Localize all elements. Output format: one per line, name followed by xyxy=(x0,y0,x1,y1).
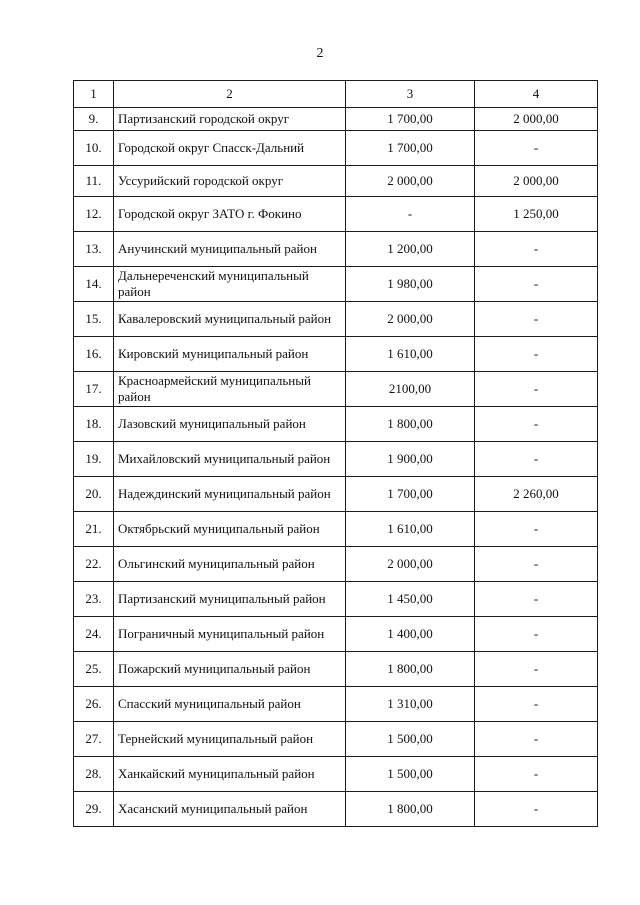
value-col-4: 2 000,00 xyxy=(475,166,598,197)
municipality-name: Ханкайский муниципальный район xyxy=(114,757,346,792)
page-number: 2 xyxy=(316,46,324,61)
row-number: 16. xyxy=(74,337,114,372)
table-row xyxy=(74,407,598,442)
municipality-name: Кавалеровский муниципальный район xyxy=(114,302,346,337)
value-col-3: 1 700,00 xyxy=(346,477,475,512)
value-col-3: 1 500,00 xyxy=(346,722,475,757)
row-number: 26. xyxy=(74,687,114,722)
row-number: 11. xyxy=(74,166,114,197)
table-header-row xyxy=(74,81,598,108)
table-row xyxy=(74,477,598,512)
table-row xyxy=(74,131,598,166)
value-col-3: 1 200,00 xyxy=(346,232,475,267)
table-row xyxy=(74,232,598,267)
value-col-3: 1 800,00 xyxy=(346,652,475,687)
row-number: 17. xyxy=(74,372,114,407)
table-row xyxy=(74,337,598,372)
value-col-3: - xyxy=(346,197,475,232)
row-number: 15. xyxy=(74,302,114,337)
municipality-name: Уссурийский городской округ xyxy=(114,166,346,197)
value-col-4: - xyxy=(475,792,598,827)
value-col-4: - xyxy=(475,582,598,617)
value-col-3: 2 000,00 xyxy=(346,302,475,337)
row-number: 10. xyxy=(74,131,114,166)
municipality-name: Дальнереченский муниципальный район xyxy=(114,267,346,302)
header-cell-3: 3 xyxy=(346,81,475,108)
value-col-3: 1 310,00 xyxy=(346,687,475,722)
municipality-name: Партизанский муниципальный район xyxy=(114,582,346,617)
table-row xyxy=(74,652,598,687)
header-cell-2: 2 xyxy=(114,81,346,108)
value-col-3: 1 400,00 xyxy=(346,617,475,652)
municipality-name: Кировский муниципальный район xyxy=(114,337,346,372)
table-row xyxy=(74,792,598,827)
table-row xyxy=(74,197,598,232)
municipality-name: Анучинский муниципальный район xyxy=(114,232,346,267)
value-col-3: 2 000,00 xyxy=(346,547,475,582)
data-table xyxy=(73,80,598,827)
row-number: 28. xyxy=(74,757,114,792)
table-row xyxy=(74,442,598,477)
row-number: 21. xyxy=(74,512,114,547)
row-number: 19. xyxy=(74,442,114,477)
value-col-4: - xyxy=(475,687,598,722)
value-col-3: 1 980,00 xyxy=(346,267,475,302)
row-number: 27. xyxy=(74,722,114,757)
table-row xyxy=(74,372,598,407)
table-row xyxy=(74,722,598,757)
header-cell-4: 4 xyxy=(475,81,598,108)
municipality-name: Пограничный муниципальный район xyxy=(114,617,346,652)
municipality-name: Пожарский муниципальный район xyxy=(114,652,346,687)
table-row xyxy=(74,267,598,302)
municipality-name: Тернейский муниципальный район xyxy=(114,722,346,757)
value-col-3: 1 610,00 xyxy=(346,512,475,547)
table-row xyxy=(74,757,598,792)
value-col-3: 1 800,00 xyxy=(346,407,475,442)
value-col-3: 1 450,00 xyxy=(346,582,475,617)
value-col-3: 1 900,00 xyxy=(346,442,475,477)
value-col-3: 2 000,00 xyxy=(346,166,475,197)
value-col-3: 1 500,00 xyxy=(346,757,475,792)
value-col-4: - xyxy=(475,267,598,302)
row-number: 29. xyxy=(74,792,114,827)
table-row xyxy=(74,617,598,652)
row-number: 23. xyxy=(74,582,114,617)
value-col-3: 1 610,00 xyxy=(346,337,475,372)
value-col-4: - xyxy=(475,232,598,267)
table-row xyxy=(74,547,598,582)
value-col-4: - xyxy=(475,617,598,652)
value-col-4: - xyxy=(475,547,598,582)
municipality-name: Михайловский муниципальный район xyxy=(114,442,346,477)
value-col-4: - xyxy=(475,131,598,166)
municipality-name: Городской округ ЗАТО г. Фокино xyxy=(114,197,346,232)
value-col-4: 2 000,00 xyxy=(475,108,598,131)
municipality-name: Красноармейский муниципальный район xyxy=(114,372,346,407)
municipality-name: Надеждинский муниципальный район xyxy=(114,477,346,512)
table-body xyxy=(74,81,598,827)
municipality-name: Партизанский городской округ xyxy=(114,108,346,131)
table-row xyxy=(74,687,598,722)
value-col-3: 2100,00 xyxy=(346,372,475,407)
municipality-name: Хасанский муниципальный район xyxy=(114,792,346,827)
row-number: 20. xyxy=(74,477,114,512)
value-col-3: 1 700,00 xyxy=(346,108,475,131)
row-number: 25. xyxy=(74,652,114,687)
table-row xyxy=(74,582,598,617)
value-col-4: - xyxy=(475,722,598,757)
value-col-4: - xyxy=(475,442,598,477)
row-number: 13. xyxy=(74,232,114,267)
value-col-3: 1 800,00 xyxy=(346,792,475,827)
value-col-4: - xyxy=(475,757,598,792)
value-col-4: 2 260,00 xyxy=(475,477,598,512)
table-row xyxy=(74,512,598,547)
value-col-4: - xyxy=(475,407,598,442)
value-col-3: 1 700,00 xyxy=(346,131,475,166)
table-row xyxy=(74,166,598,197)
municipality-name: Городской округ Спасск-Дальний xyxy=(114,131,346,166)
municipality-name: Спасский муниципальный район xyxy=(114,687,346,722)
table-row xyxy=(74,108,598,131)
table-row xyxy=(74,302,598,337)
value-col-4: 1 250,00 xyxy=(475,197,598,232)
value-col-4: - xyxy=(475,512,598,547)
header-cell-1: 1 xyxy=(74,81,114,108)
row-number: 9. xyxy=(74,108,114,131)
value-col-4: - xyxy=(475,652,598,687)
value-col-4: - xyxy=(475,337,598,372)
municipality-name: Ольгинский муниципальный район xyxy=(114,547,346,582)
municipality-name: Лазовский муниципальный район xyxy=(114,407,346,442)
municipality-name: Октябрьский муниципальный район xyxy=(114,512,346,547)
row-number: 12. xyxy=(74,197,114,232)
row-number: 22. xyxy=(74,547,114,582)
row-number: 24. xyxy=(74,617,114,652)
value-col-4: - xyxy=(475,372,598,407)
row-number: 14. xyxy=(74,267,114,302)
row-number: 18. xyxy=(74,407,114,442)
value-col-4: - xyxy=(475,302,598,337)
